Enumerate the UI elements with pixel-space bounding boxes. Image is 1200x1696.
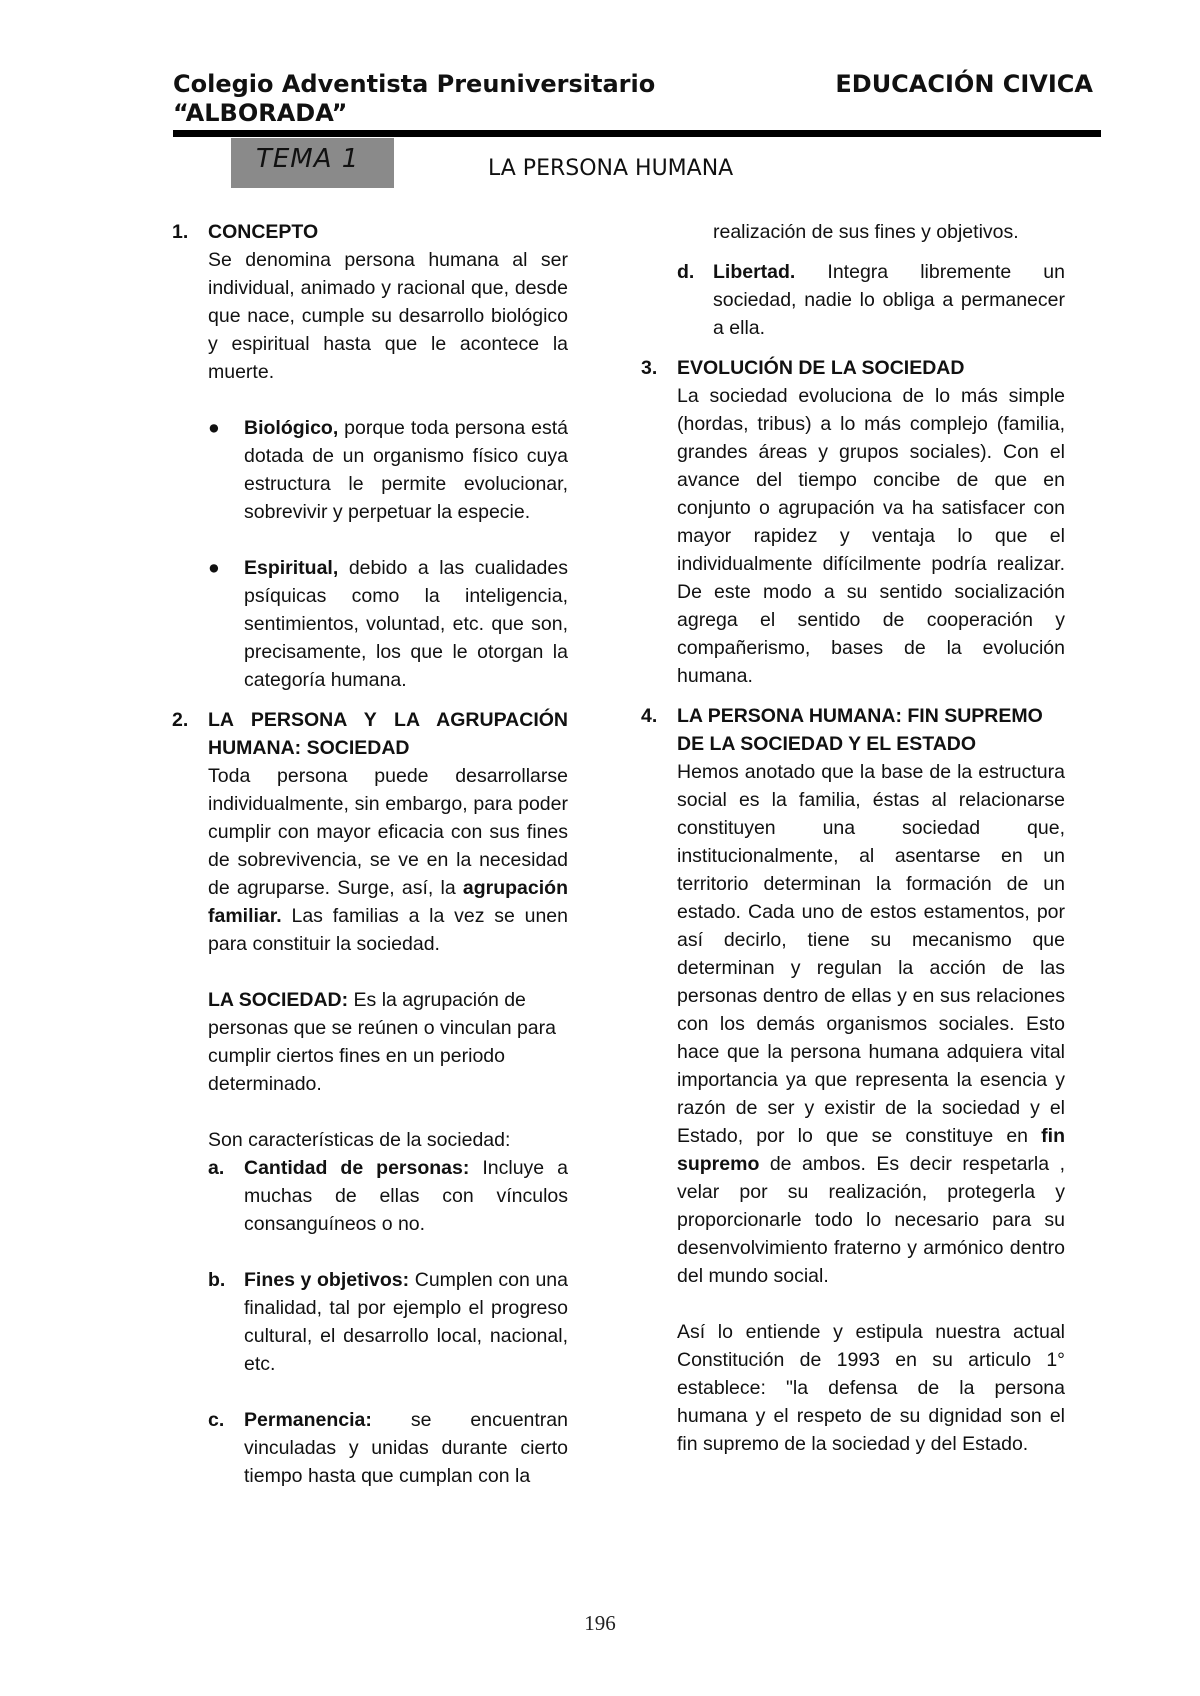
section-number: 4.	[641, 705, 658, 727]
list-marker: b.	[208, 1269, 226, 1291]
list-item	[208, 1266, 568, 1378]
left-column	[172, 218, 568, 1490]
section-concepto	[172, 218, 568, 694]
right-column	[641, 218, 1065, 1458]
school-name-line2: “ALBORADA”	[173, 99, 348, 127]
item-text: Incluye a muchas de ellas con vínculos consanguíneos o no.	[244, 1157, 568, 1235]
section-number: 2.	[172, 709, 189, 731]
item-text: se encuentran vinculadas y unidas durante cierto tiempo hasta que cumplan con la	[244, 1409, 568, 1487]
header-rule	[173, 130, 1101, 137]
definition-text: Es la agrupación de personas que se reúnen o vinculan para cumplir ciertos fines en un periodo determinado.	[208, 989, 556, 1095]
section-heading: LA PERSONA HUMANA: FIN SUPREMO DE LA SOCIEDAD Y EL ESTADO	[677, 705, 1043, 755]
section-fin-supremo	[641, 702, 1065, 1458]
item-term: Permanencia:	[244, 1409, 372, 1431]
page-number: 196	[584, 1611, 616, 1635]
characteristics-intro: Son características de la sociedad:	[208, 1129, 511, 1151]
item-term: Libertad.	[713, 261, 796, 283]
bullet-icon: ●	[208, 557, 220, 579]
section-number: 1.	[172, 221, 189, 243]
list-item-continuation	[677, 218, 1065, 246]
page-title: LA PERSONA HUMANA	[488, 156, 734, 181]
item-term: Fines y objetivos:	[244, 1269, 410, 1291]
tema-badge: TEMA 1	[231, 138, 394, 188]
definition-term: LA SOCIEDAD:	[208, 989, 349, 1011]
section-number: 3.	[641, 357, 658, 379]
section-body: Toda persona puede desarrollarse individualmente, sin embargo, para poder cumplir con mayor eficacia con sus fines de sobrevivencia, se ve en la necesidad de agruparse. Surge, así, la agrupación familiar. Las familias a la vez se unen para constituir la sociedad.	[208, 765, 568, 955]
school-name	[173, 70, 655, 128]
item-text: Cumplen con una finalidad, tal por ejemplo el progreso cultural, el desarrollo local, nacional, etc.	[244, 1269, 568, 1375]
bullet-text: debido a las cualidades psíquicas como la inteligencia, sentimientos, voluntad, etc. que son, precisamente, los que le otorgan la categoría humana.	[244, 557, 568, 691]
bullet-term: Biológico,	[244, 417, 339, 439]
list-item	[208, 1154, 568, 1238]
list-item	[208, 1406, 568, 1490]
sociedad-definition	[208, 986, 568, 1098]
bullet-icon: ●	[208, 417, 220, 439]
item-text: realización de sus fines y objetivos.	[713, 221, 1019, 243]
section-evolucion	[641, 354, 1065, 690]
bullet-item	[208, 554, 568, 694]
item-term: Cantidad de personas:	[244, 1157, 470, 1179]
section-continuation	[641, 218, 1065, 342]
item-text: Integra libremente un sociedad, nadie lo obliga a permanecer a ella.	[713, 261, 1065, 339]
list-item	[677, 258, 1065, 342]
list-marker: c.	[208, 1409, 225, 1431]
section-persona-agrupacion	[172, 706, 568, 1490]
section-body: Se denomina persona humana al ser individual, animado y racional que, desde que nace, cumple su desarrollo biológico y espiritual hasta que le acontece la muerte.	[208, 249, 568, 383]
subject-title: EDUCACIÓN CIVICA	[835, 70, 1093, 98]
school-name-line1: Colegio Adventista Preuniversitario	[173, 70, 656, 98]
bullet-text: porque toda persona está dotada de un organismo físico cuya estructura le permite evolucionar, sobrevivir y perpetuar la especie.	[244, 417, 568, 523]
section-heading: EVOLUCIÓN DE LA SOCIEDAD	[677, 357, 965, 379]
bullet-term: Espiritual,	[244, 557, 339, 579]
section-body-2: Así lo entiende y estipula nuestra actual Constitución de 1993 en su articulo 1° establece: "la defensa de la persona humana y el respeto de su dignidad son el fin supremo de la sociedad y del Estado.	[677, 1321, 1065, 1455]
bullet-item	[208, 414, 568, 526]
section-heading: CONCEPTO	[208, 221, 319, 243]
section-heading: LA PERSONA Y LA AGRUPACIÓN HUMANA: SOCIEDAD	[208, 709, 568, 759]
section-body: La sociedad evoluciona de lo más simple (hordas, tribus) a lo más complejo (familia, grandes áreas y grupos sociales). Con el avance del tiempo concibe de que en conjunto o agrupación va ha satisfacer con mayor rapidez y ventaja lo que el individualmente difícilmente podría realizar. De este modo a su sentido socialización agrega el sentido de cooperación y compañerismo, bases de la evolución humana.	[677, 385, 1065, 687]
section-body: Hemos anotado que la base de la estructura social es la familia, éstas al relacionarse constituyen una sociedad que, institucionalmente, al asentarse en un territorio determinan la formación de un estado. Cada uno de estos estamentos, por así decirlo, tiene su mecanismo que determinan y regulan la acción de las personas dentro de ellas y en sus relaciones con los demás organismos sociales. Esto hace que la persona humana adquiera vital importancia ya que representa la esencia y razón de ser y existir de la sociedad y el Estado, por lo que se constituye en fin supremo de ambos. Es decir respetarla , velar por su realización, protegerla y proporcionarle todo lo necesario para su desenvolvimiento fraterno y armónico dentro del mundo social.	[677, 761, 1065, 1287]
list-marker: d.	[677, 261, 695, 283]
list-marker: a.	[208, 1157, 225, 1179]
